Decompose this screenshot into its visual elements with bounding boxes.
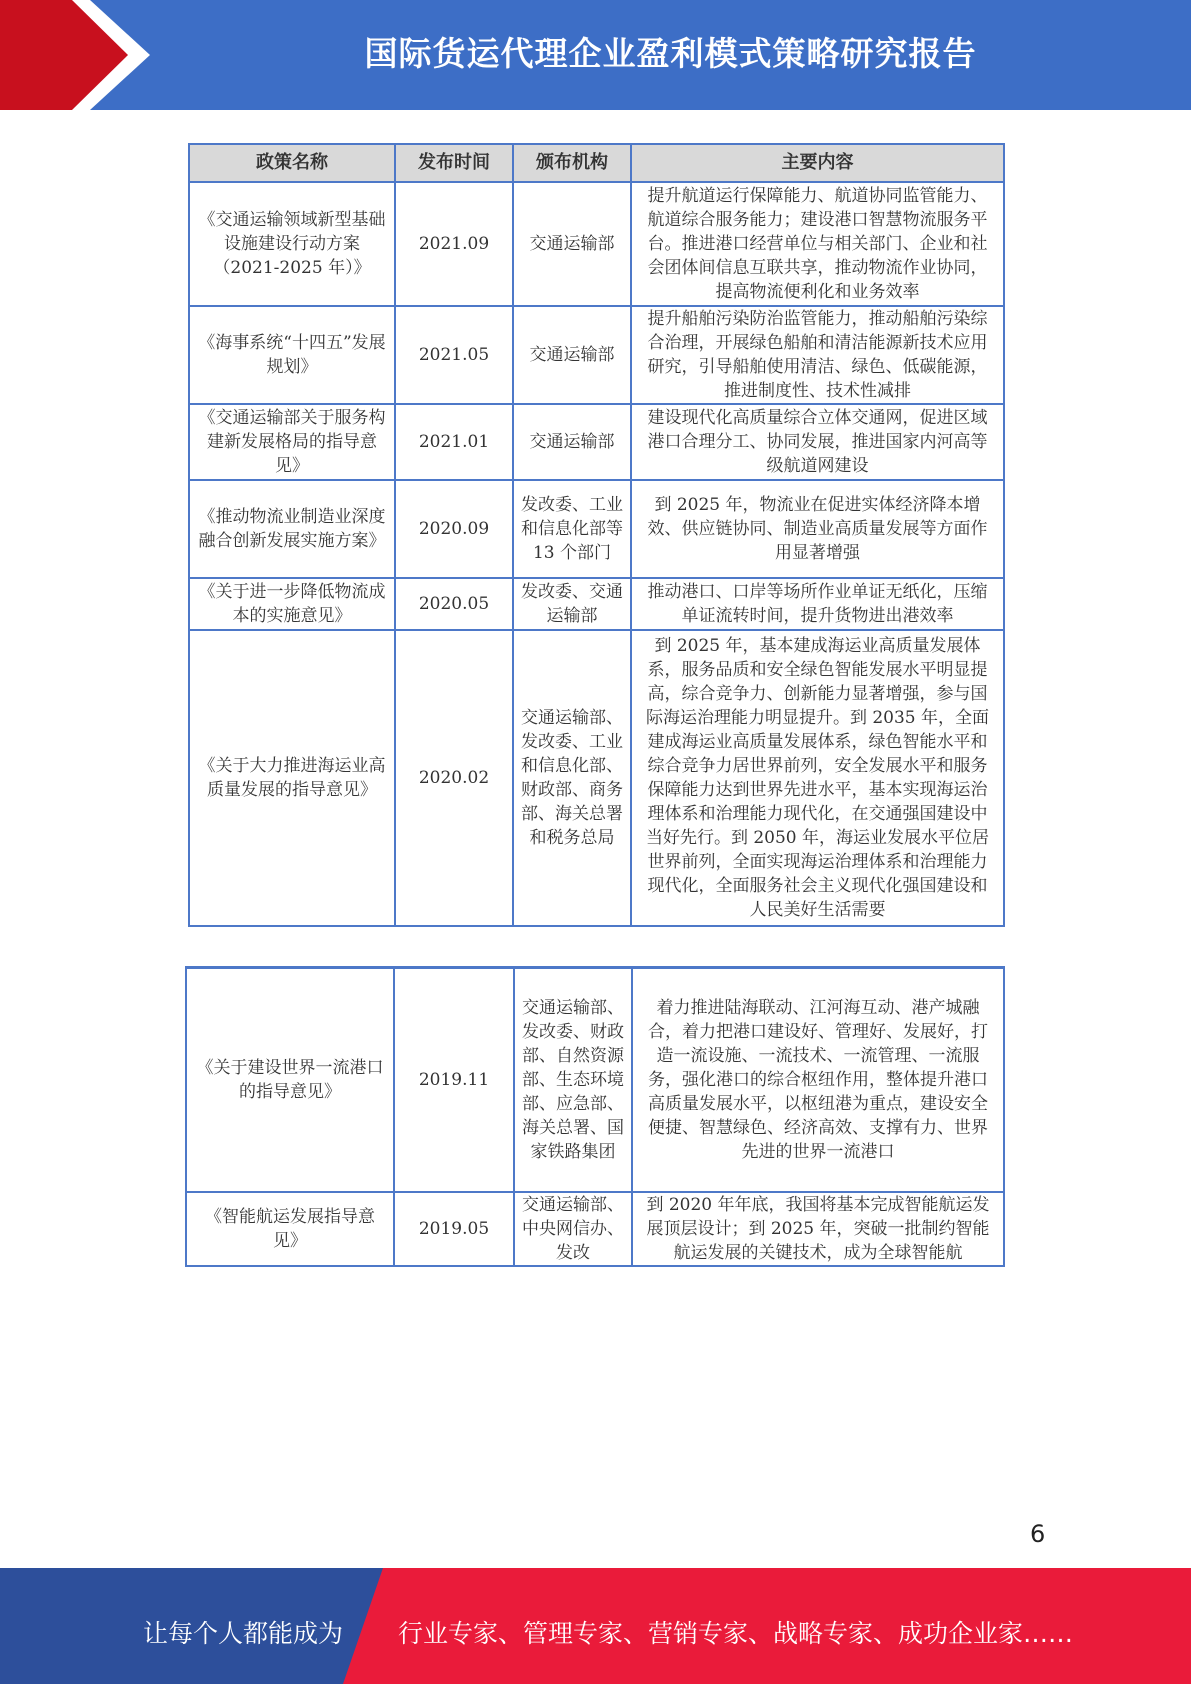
table-header-row bbox=[189, 144, 1004, 182]
main-content: 建设现代化高质量综合立体交通网，促进区域港口合理分工、协同发展，推进国家内河高等级航道网建设 bbox=[631, 404, 1004, 480]
table-row bbox=[189, 630, 1004, 926]
main-content: 到 2025 年，物流业在促进实体经济降本增效、供应链协同、制造业高质量发展等方面作用显著增强 bbox=[631, 480, 1004, 578]
policy-name: 《交通运输领域新型基础设施建设行动方案（2021-2025 年）》 bbox=[189, 182, 395, 306]
table-row bbox=[189, 480, 1004, 578]
release-date: 2021.01 bbox=[395, 404, 513, 480]
release-date: 2019.05 bbox=[394, 1192, 514, 1266]
agency: 交通运输部 bbox=[513, 306, 631, 404]
agency: 交通运输部 bbox=[513, 182, 631, 306]
page-header bbox=[0, 0, 1191, 110]
table-row bbox=[189, 306, 1004, 404]
release-date: 2019.11 bbox=[394, 968, 514, 1192]
release-date: 2020.09 bbox=[395, 480, 513, 578]
header-release-date: 发布时间 bbox=[395, 144, 513, 182]
agency: 交通运输部、发改委、工业和信息化部、财政部、商务部、海关总署和税务总局 bbox=[513, 630, 631, 926]
table-row bbox=[189, 182, 1004, 306]
header-red-chevron-icon bbox=[0, 0, 150, 110]
header-agency: 颁布机构 bbox=[513, 144, 631, 182]
policy-name: 《海事系统“十四五”发展规划》 bbox=[189, 306, 395, 404]
header-main-content: 主要内容 bbox=[631, 144, 1004, 182]
policy-name: 《智能航运发展指导意见》 bbox=[186, 1192, 394, 1266]
policy-table bbox=[188, 143, 1005, 927]
policy-name: 《关于大力推进海运业高质量发展的指导意见》 bbox=[189, 630, 395, 926]
header-policy-name: 政策名称 bbox=[189, 144, 395, 182]
report-title: 国际货运代理企业盈利模式策略研究报告 bbox=[364, 34, 977, 73]
main-content: 提升船舶污染防治监管能力，推动船舶污染综合治理，开展绿色船舶和清洁能源新技术应用研究，引导船舶使用清洁、绿色、低碳能源，推进制度性、技术性减排 bbox=[631, 306, 1004, 404]
main-content: 到 2025 年，基本建成海运业高质量发展体系，服务品质和安全绿色智能发展水平明显提高，综合竞争力、创新能力显著增强，参与国际海运治理能力明显提升。到 2035 年，全面建成海运业高质量发展体系，绿色智能水平和综合竞争力居世界前列，安全发展水平和服务保障能力达到世界先进水平，基本实现海运治理体系和治理能力现代化，在交通强国建设中当好先行。到 2050 年，海运业发展水平位居世界前列，全面实现海运治理体系和治理能力现代化，全面服务社会主义现代化强国建设和人民美好生活需要 bbox=[631, 630, 1004, 926]
table-row bbox=[186, 1192, 1004, 1266]
table-row bbox=[186, 968, 1004, 1192]
main-content: 推动港口、口岸等场所作业单证无纸化，压缩单证流转时间，提升货物进出港效率 bbox=[631, 578, 1004, 630]
footer-slogan-left: 让每个人都能成为 bbox=[143, 1619, 344, 1648]
main-content: 着力推进陆海联动、江河海互动、港产城融合，着力把港口建设好、管理好、发展好，打造一流设施、一流技术、一流管理、一流服务，强化港口的综合枢纽作用，整体提升港口高质量发展水平，以枢纽港为重点，建设安全便捷、智慧绿色、经济高效、支撑有力、世界先进的世界一流港口 bbox=[632, 968, 1004, 1192]
policy-name: 《关于进一步降低物流成本的实施意见》 bbox=[189, 578, 395, 630]
policy-name: 《推动物流业制造业深度融合创新发展实施方案》 bbox=[189, 480, 395, 578]
table-row bbox=[189, 404, 1004, 480]
release-date: 2020.02 bbox=[395, 630, 513, 926]
footer-slogan-right: 行业专家、管理专家、营销专家、战略专家、成功企业家…… bbox=[398, 1619, 1074, 1648]
policy-name: 《关于建设世界一流港口的指导意见》 bbox=[186, 968, 394, 1192]
release-date: 2021.09 bbox=[395, 182, 513, 306]
main-content: 到 2020 年年底，我国将基本完成智能航运发展顶层设计；到 2025 年，突破一批制约智能航运发展的关键技术，成为全球智能航 bbox=[632, 1192, 1004, 1266]
agency: 交通运输部 bbox=[513, 404, 631, 480]
agency: 发改委、工业和信息化部等 13 个部门 bbox=[513, 480, 631, 578]
release-date: 2020.05 bbox=[395, 578, 513, 630]
agency: 发改委、交通运输部 bbox=[513, 578, 631, 630]
release-date: 2021.05 bbox=[395, 306, 513, 404]
agency: 交通运输部、发改委、财政部、自然资源部、生态环境部、应急部、海关总署、国家铁路集团 bbox=[514, 968, 632, 1192]
table-row bbox=[189, 578, 1004, 630]
policy-name: 《交通运输部关于服务构建新发展格局的指导意见》 bbox=[189, 404, 395, 480]
main-content: 提升航道运行保障能力、航道协同监管能力、航道综合服务能力；建设港口智慧物流服务平台。推进港口经营单位与相关部门、企业和社会团体间信息互联共享，推动物流作业协同，提高物流便利化和业务效率 bbox=[631, 182, 1004, 306]
page-number: 6 bbox=[1030, 1520, 1046, 1548]
agency: 交通运输部、中央网信办、发改 bbox=[514, 1192, 632, 1266]
policy-table-continued bbox=[185, 966, 1005, 1267]
